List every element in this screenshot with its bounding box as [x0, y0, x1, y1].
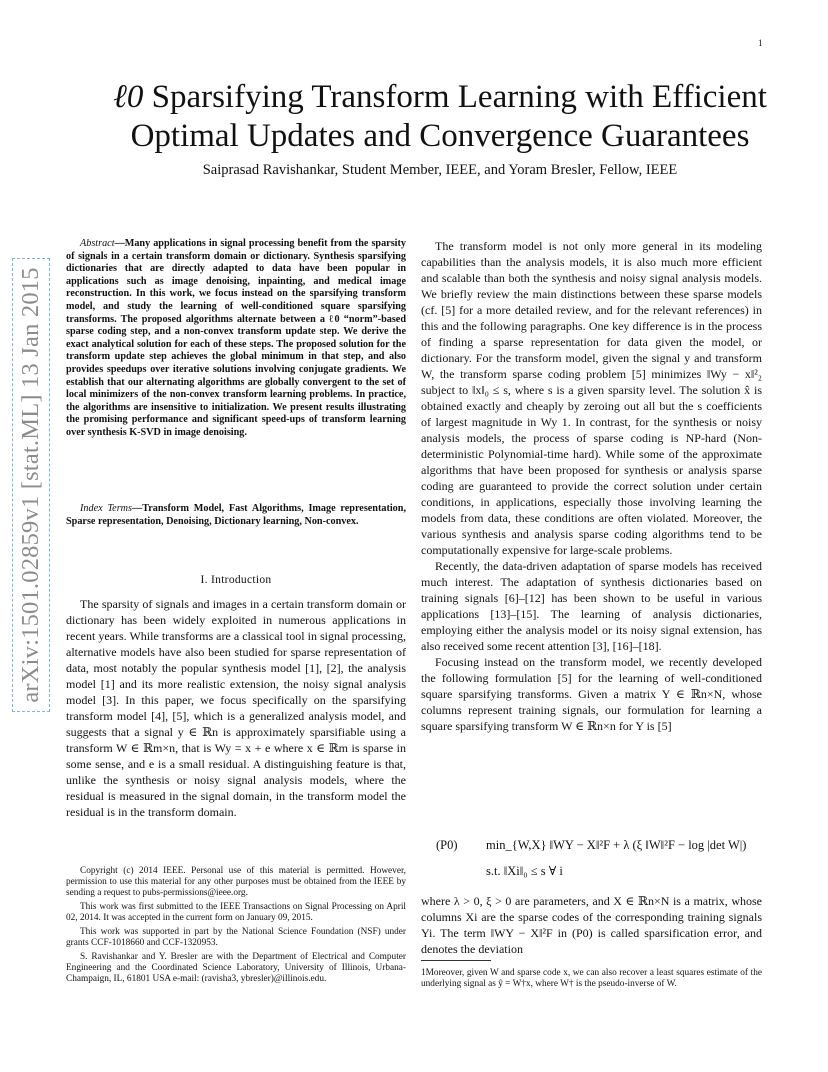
title-line-2: Optimal Updates and Convergence Guarantees	[130, 118, 750, 154]
title-line-1: Sparsifying Transform Learning with Efficient	[151, 79, 767, 115]
intro-body	[66, 596, 406, 820]
equation-p0	[436, 832, 766, 884]
footnote: Copyright (c) 2014 IEEE. Personal use of this material is permitted. However, permission to use this material for any other purposes must be obtained from the IEEE by sending a request to pubs-permissions@ieee.org.	[66, 866, 406, 898]
footnote: S. Ravishankar and Y. Bresler are with the Department of Electrical and Computer Engineering and the Coordinated Science Laboratory, University of Illinois, Urbana-Champaign, IL, 61801 USA e-mail: (ravisha3, ybresler)@illinois.edu.	[66, 952, 406, 984]
paper-title	[60, 78, 820, 156]
title-math: ℓ0	[113, 79, 144, 115]
abstract-text: —Many applications in signal processing benefit from the sparsity of signals in a certain transform domain or dictionary. Synthesis sparsifying dictionaries that are directly adapted to data have been popular in applications such as image denoising, inpainting, and medical image reconstruction. In this work, we focus instead on the sparsifying transform model, and study the learning of well-conditioned square sparsifying transforms. The proposed algorithms alternate between a ℓ0 “norm”-based sparse coding step, and a non-convex transform update step. We derive the exact analytical solution for each of these steps. The proposed solution for the transform update step achieves the global minimum in that step, and also provides speedups over iterative solutions involving conjugate gradients. We establish that our alternating algorithms are globally convergent to the set of local minimizers of the non-convex transform learning problems. In practice, the algorithms are insensitive to initialization. We present results illustrating the promising performance and significant speed-ups of transform learning over synthesis K-SVD in image denoising.	[66, 238, 406, 438]
index-terms-label: Index Terms	[80, 503, 132, 514]
equation-objective: min_{W,X} ‖WY − X‖²F + λ (ξ ‖W‖²F − log |det W|)	[486, 838, 747, 852]
footnote-rule	[421, 960, 491, 961]
footnote: This work was first submitted to the IEEE Transactions on Signal Processing on April 02, 2014. It was accepted in the current form on January 09, 2015.	[66, 902, 406, 923]
arxiv-stamp[interactable]	[12, 258, 50, 712]
paragraph: The transform model is not only more general in its modeling capabilities than the analysis models, it is also much more efficient and scalable than both the synthesis and noisy signal analysis models. We briefly review the main distinctions between these sparse models (cf. [5] for a more detailed review, and for the relevant references) in this and the following paragraphs. One key difference is in the process of finding a sparse representation for data given the model, or dictionary. For the transform model, given the signal y and transform W, the transform sparse coding problem [5] minimizes ‖Wy − x‖²₂ subject to ‖x‖₀ ≤ s, where s is a given sparsity level. The solution x̂ is obtained exactly and cheaply by zeroing out all but the s coefficients of largest magnitude in Wy 1. In contrast, for the synthesis or noisy analysis models, the process of sparse coding is NP-hard (Non-deterministic Polynomial-time hard). While some of the approximate algorithms that have been proposed for synthesis or analysis sparse coding are guaranteed to provide the correct solution under certain conditions, in applications, especially those involving learning the models from data, these conditions are often violated. Moreover, the various synthesis and analysis sparse coding algorithms tend to be computationally expensive for large-scale problems.	[421, 239, 762, 557]
abstract-label: Abstract	[80, 238, 115, 249]
abstract	[66, 238, 406, 440]
right-column-body	[421, 238, 762, 734]
equation-label: (P0)	[436, 838, 458, 852]
paragraph: Focusing instead on the transform model, we recently developed the following formulation [5] for the learning of well-conditioned square sparsifying transforms. Given a matrix Y ∈ ℝn×N, whose columns represent training signals, our formulation for learning a square sparsifying transform W ∈ ℝn×n for Y is [5]	[421, 655, 762, 733]
page-number: 1	[758, 38, 763, 48]
paragraph: where λ > 0, ξ > 0 are parameters, and X ∈ ℝn×N is a matrix, whose columns Xi are the sparse codes of the corresponding training signals Yi. The term ‖WY − X‖²F in (P0) is called sparsification error, and denotes the deviation	[421, 894, 762, 956]
footnote: This work was supported in part by the National Science Foundation (NSF) under grants CCF-1018660 and CCF-1320953.	[66, 927, 406, 948]
index-terms	[66, 503, 406, 528]
right-column-continued	[421, 893, 762, 957]
index-terms-text: —Transform Model, Fast Algorithms, Image representation, Sparse representation, Denoising, Dictionary learning, Non-convex.	[66, 503, 406, 527]
footnote-right: 1Moreover, given W and sparse code x, we can also recover a least squares estimate of the underlying signal as ŷ = W†x, where W† is the pseudo-inverse of W.	[421, 968, 762, 989]
section-heading: I. Introduction	[200, 574, 272, 586]
authors: Saiprasad Ravishankar, Student Member, IEEE, and Yoram Bresler, Fellow, IEEE	[202, 162, 678, 178]
intro-paragraph: The sparsity of signals and images in a certain transform domain or dictionary has been widely exploited in numerous applications in recent years. While transforms are a classical tool in signal processing, alternative models have also been studied for sparse representation of data, most notably the popular synthesis model [1], [2], the analysis model [1] and its more realistic extension, the noisy signal analysis model [3]. In this paper, we focus specifically on the sparsifying transform model [4], [5], which is a generalized analysis model, and suggests that a signal y ∈ ℝn is approximately sparsifiable using a transform W ∈ ℝm×n, that is Wy = x + e where x ∈ ℝm is sparse in some sense, and e is a small residual. A distinguishing feature is that, unlike the synthesis or noisy signal analysis models, where the residual is measured in the signal domain, in the transform model the residual is in the transform domain.	[66, 597, 406, 819]
paragraph: Recently, the data-driven adaptation of sparse models has received much interest. The adaptation of synthesis dictionaries based on training signals [6]–[12] has been shown to be useful in various applications [13]–[15]. The learning of analysis dictionaries, employing either the analysis model or its noisy signal extension, has also received some recent attention [3], [16]–[18].	[421, 559, 762, 653]
equation-constraint: s.t. ‖Xi‖₀ ≤ s ∀ i	[486, 864, 563, 878]
arxiv-id: arXiv:1501.02859v1 [stat.ML] 13 Jan 2015	[17, 267, 44, 703]
footnotes-left	[66, 866, 406, 988]
